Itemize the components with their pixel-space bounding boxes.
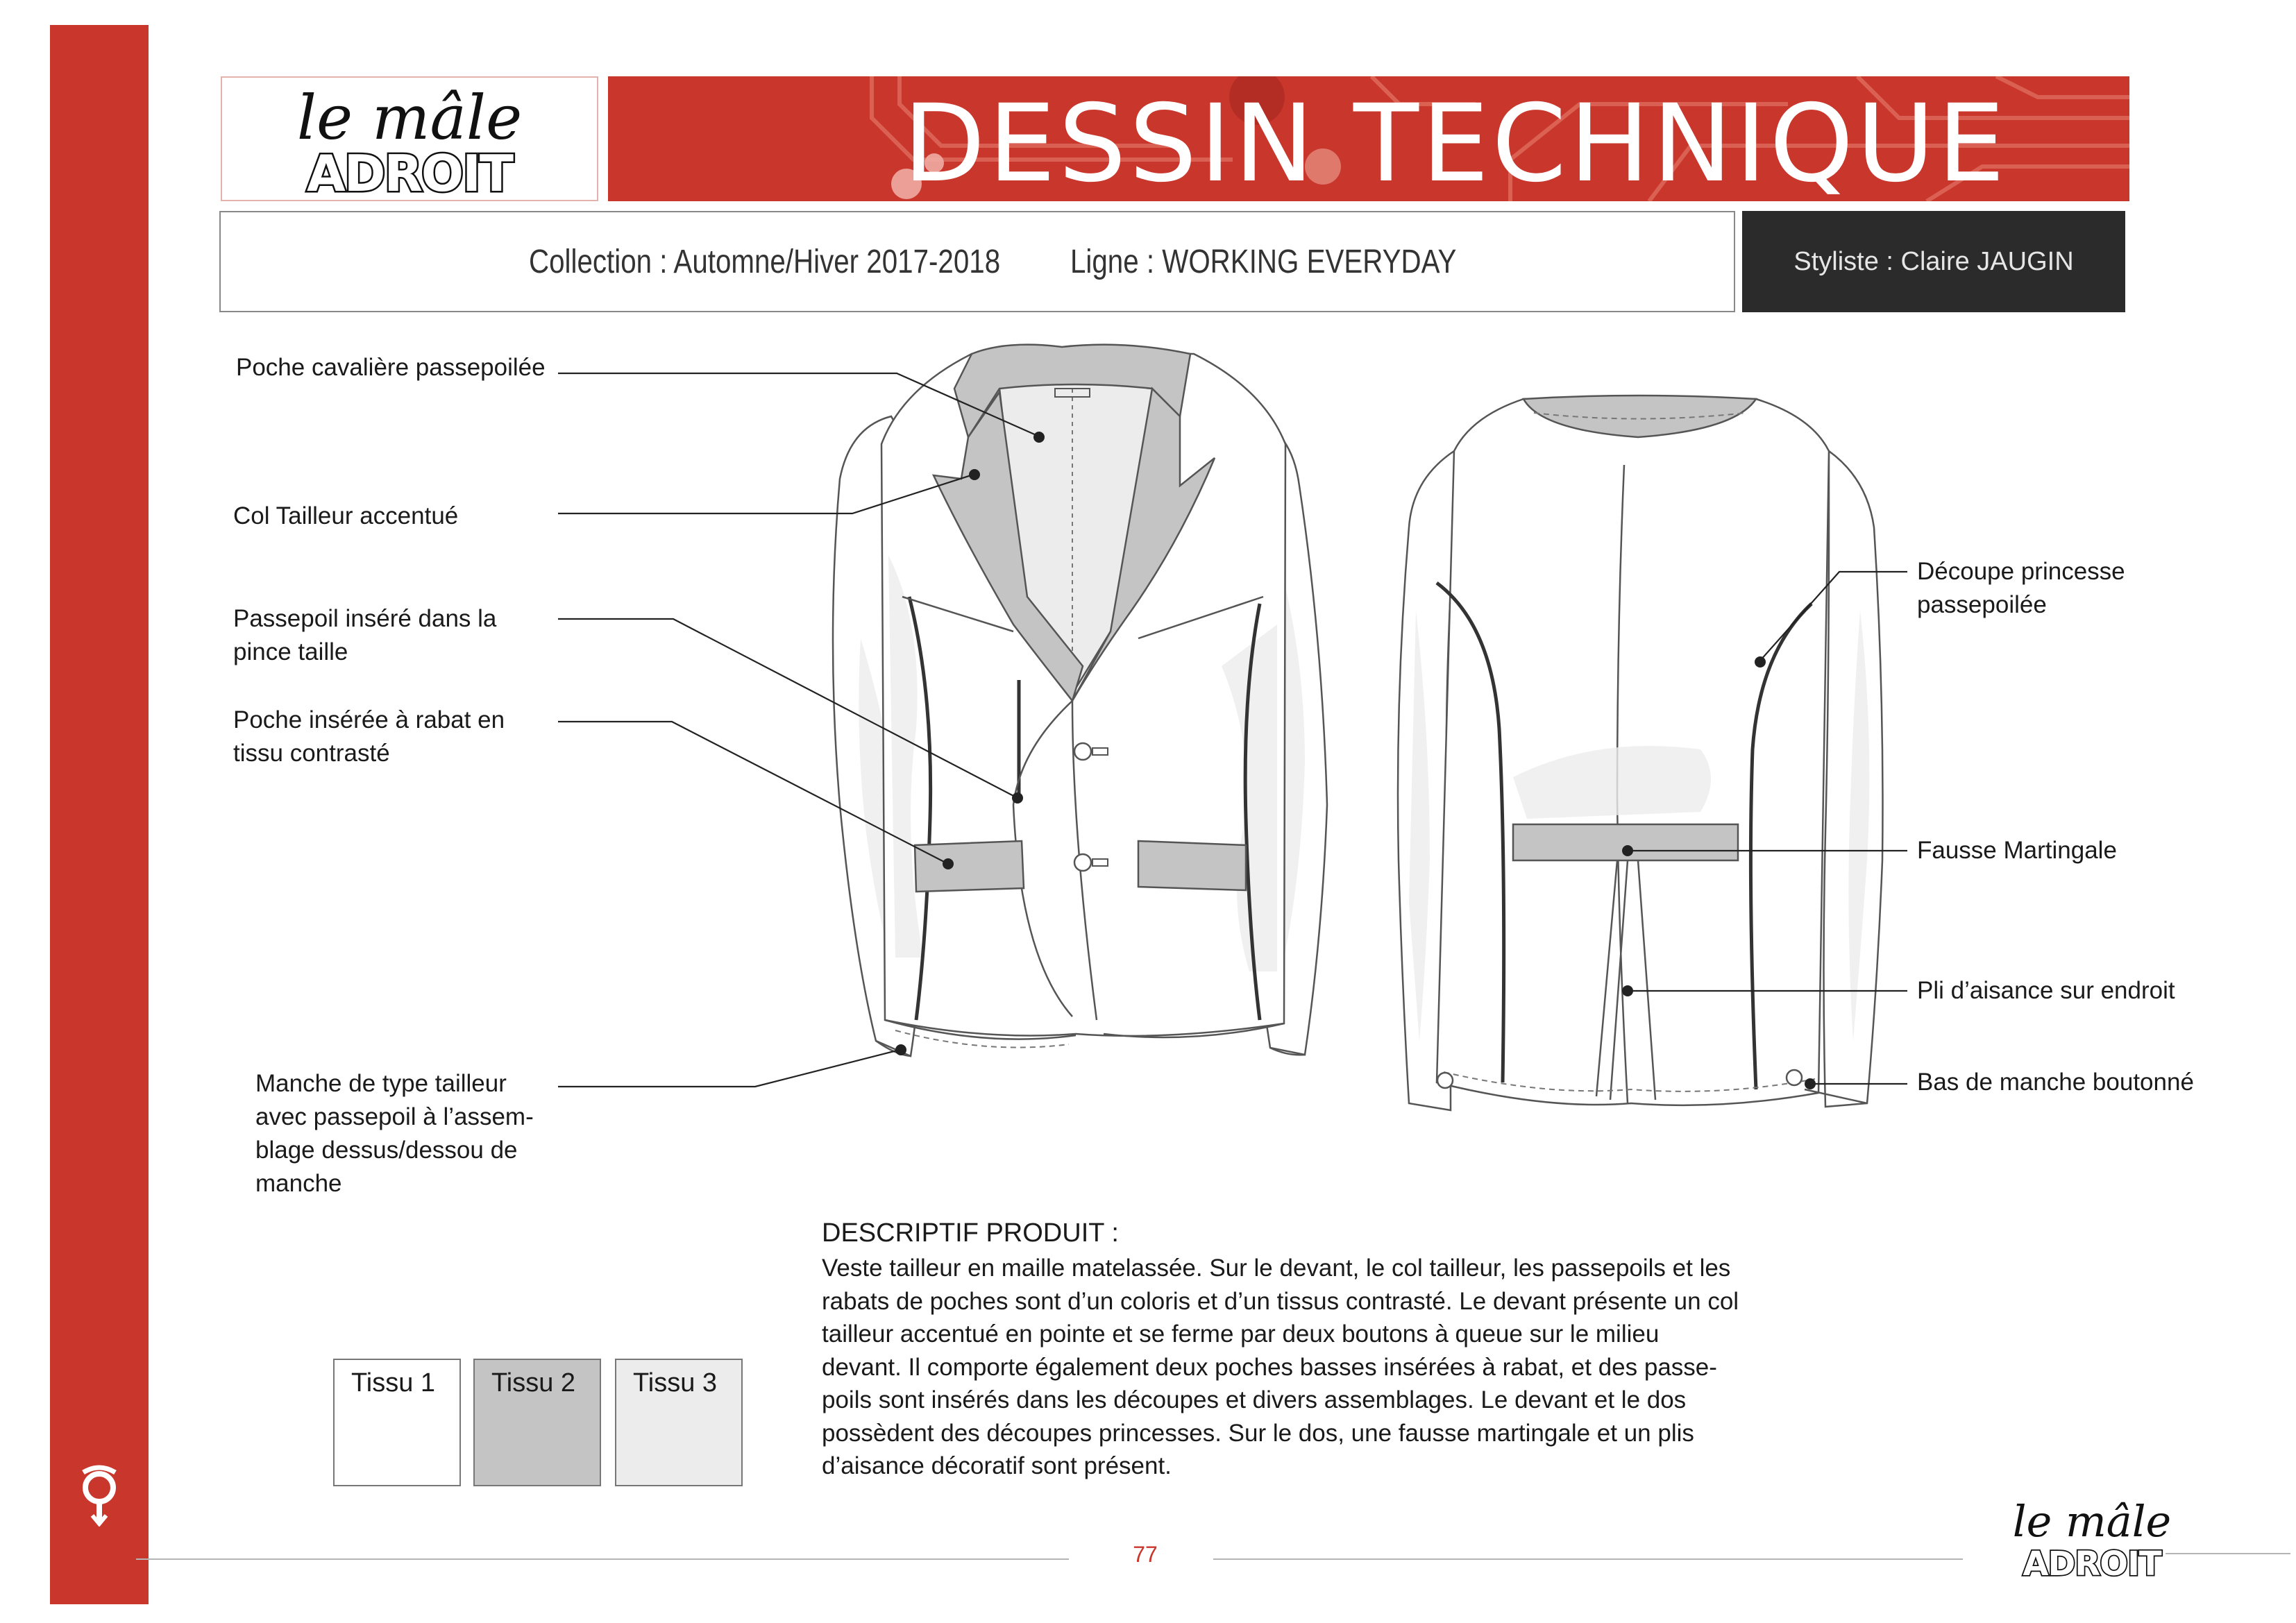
label-manche-line: avec passepoil à l’assem- (255, 1103, 534, 1130)
description-line: devant. Il comporte également deux poches basses insérées à rabat, et des passe- (822, 1353, 1717, 1381)
label-manche-line: manche (255, 1170, 342, 1197)
description-line: rabats de poches sont d’un coloris et d’un tissus contrasté. Le devant présente un col (822, 1287, 1739, 1315)
brand-logo-block: ADROIT (306, 144, 513, 203)
label-passepoil-line: Passepoil inséré dans la (233, 605, 497, 632)
label-passepoil-line: pince taille (233, 638, 348, 665)
label-bas-manche: Bas de manche boutonné (1917, 1069, 2194, 1096)
label-col-tailleur: Col Tailleur accentué (233, 502, 459, 529)
front-jacket-drawing (833, 345, 1327, 1056)
footer-divider (136, 1558, 1069, 1560)
description-line: Veste tailleur en maille matelassée. Sur le devant, le col tailleur, les passepoils et les (822, 1255, 1731, 1282)
description-title: DESCRIPTIF PRODUIT : (822, 1218, 1119, 1248)
label-manche-line: Manche de type tailleur (255, 1070, 507, 1097)
page-title: DESSIN TECHNIQUE (903, 82, 2008, 201)
swatch-tissu-2 (473, 1359, 601, 1486)
brand-logo-script: le mâle (296, 82, 523, 153)
footer-logo-script: le mâle (2012, 1496, 2172, 1547)
label-decoupe-line: Découpe princesse (1917, 558, 2125, 585)
description-line: d’aisance décoratif sont présent. (822, 1452, 1172, 1479)
label-fausse-martingale: Fausse Martingale (1917, 837, 2117, 864)
label-pli-aisance: Pli d’aisance sur endroit (1917, 977, 2175, 1004)
footer-brand-logo (2009, 1496, 2175, 1586)
swatch-tissu-1 (333, 1359, 461, 1486)
label-poche-inseree (233, 704, 505, 770)
footer-divider (1213, 1558, 1963, 1560)
label-poche-inseree-line: Poche insérée à rabat en (233, 706, 505, 733)
label-passepoil (233, 602, 496, 669)
description-line: poils sont insérés dans les découpes et divers assemblages. Le devant et le dos (822, 1386, 1687, 1413)
stylist-text: Styliste : Claire JAUGIN (1793, 247, 2074, 276)
description-line: tailleur accentué en pointe et se ferme par deux boutons à queue sur le milieu (822, 1320, 1660, 1348)
label-poche-cavaliere: Poche cavalière passepoilée (236, 354, 546, 381)
footer-divider (2166, 1553, 2290, 1554)
description-body (822, 1252, 1828, 1483)
label-poche-inseree-line: tissu contrasté (233, 740, 390, 767)
swatch-label: Tissu 2 (491, 1368, 576, 1397)
back-jacket-drawing (1398, 396, 1883, 1110)
page-number: 77 (1133, 1542, 1158, 1567)
footer-logo-block: ADROIT (2023, 1545, 2161, 1583)
label-decoupe-line: passepoilée (1917, 591, 2047, 618)
swatch-label: Tissu 3 (633, 1368, 718, 1397)
label-manche (255, 1067, 534, 1200)
label-manche-line: blage dessus/dessou de (255, 1137, 518, 1164)
ligne-text: Ligne : WORKING EVERYDAY (1070, 244, 1457, 280)
description-line: possèdent des découpes princesses. Sur le dos, une fausse martingale et un plis (822, 1419, 1694, 1447)
collection-text: Collection : Automne/Hiver 2017-2018 (529, 244, 1001, 280)
swatch-tissu-3 (615, 1359, 743, 1486)
label-decoupe-princesse (1917, 555, 2125, 622)
swatch-label: Tissu 1 (351, 1368, 436, 1397)
